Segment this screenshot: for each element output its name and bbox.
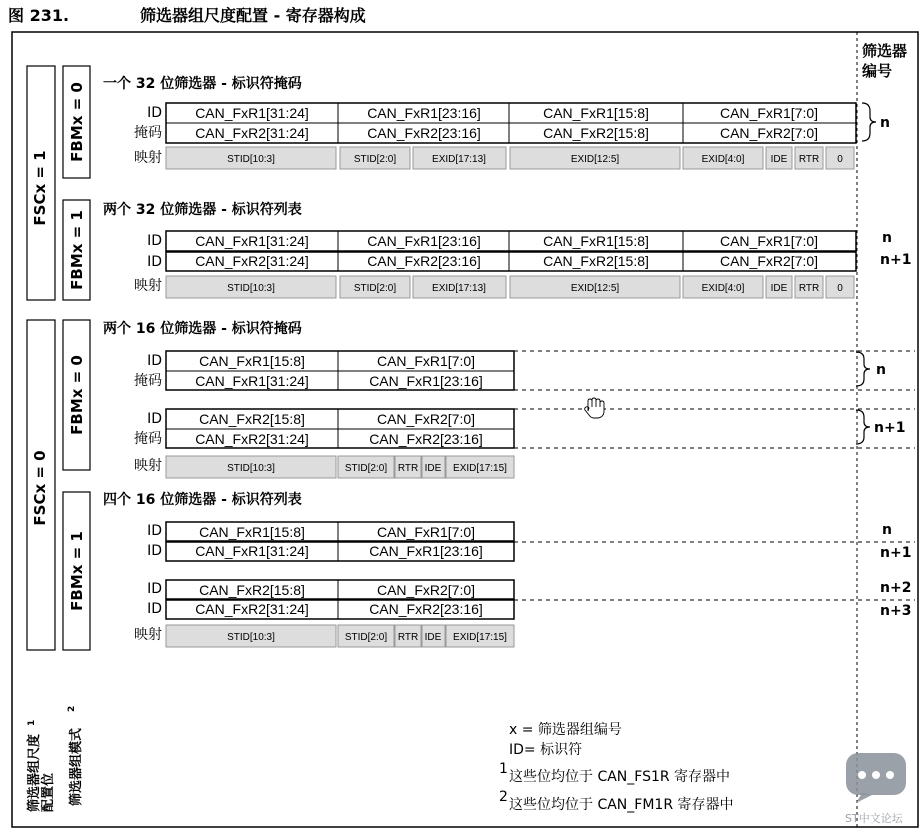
- fbm1-label-a: FBMx = 1: [68, 210, 86, 290]
- footnote-1: 这些位均位于 CAN_FS1R 寄存器中: [509, 769, 731, 785]
- section-title-32bit-mask: 一个 32 位筛选器 - 标识符掩码: [103, 76, 302, 92]
- section-32bit-list: [134, 230, 911, 298]
- register-cell: CAN_FxR1[31:24]: [195, 105, 309, 121]
- filter-number: n: [880, 115, 890, 131]
- register-cell: CAN_FxR2[31:24]: [195, 253, 309, 269]
- row-label-id: ID: [147, 581, 162, 597]
- filter-number: n: [876, 362, 886, 378]
- register-cell: CAN_FxR1[31:24]: [195, 373, 309, 389]
- footnote-id: ID= 标识符: [509, 742, 583, 758]
- register-cell: CAN_FxR2[7:0]: [376, 582, 476, 598]
- brace: [862, 103, 876, 141]
- footnote-2: 这些位均位于 CAN_FM1R 寄存器中: [509, 797, 734, 813]
- register-cell: CAN_FxR2[31:24]: [195, 601, 309, 617]
- row-label-id: ID: [147, 411, 162, 427]
- hand-cursor-icon: [585, 398, 604, 418]
- row-label-mask: 掩码: [134, 373, 162, 389]
- register-cell: CAN_FxR2[31:24]: [195, 125, 309, 141]
- filter-number: n+3: [880, 603, 912, 619]
- row-label-map: 映射: [134, 627, 162, 643]
- map-field: EXID[12:5]: [570, 283, 620, 294]
- register-cell: CAN_FxR2[7:0]: [719, 125, 819, 141]
- map-field: RTR: [798, 283, 820, 294]
- register-cell: CAN_FxR1[31:24]: [195, 543, 309, 559]
- filter-number: n+2: [880, 580, 912, 596]
- register-cell: CAN_FxR2[23:16]: [369, 431, 483, 447]
- map-field: EXID[17:13]: [432, 154, 486, 165]
- row-label-id: ID: [147, 601, 162, 617]
- map-field: IDE: [424, 463, 442, 474]
- register-cell: CAN_FxR1[23:16]: [367, 233, 481, 249]
- right-header-line2: 编号: [862, 62, 893, 80]
- watermark-text: ST中文论坛: [845, 812, 903, 825]
- row-label-id: ID: [147, 523, 162, 539]
- register-cell: CAN_FxR1[23:16]: [369, 373, 483, 389]
- map-field: STID[2:0]: [353, 154, 397, 165]
- register-cell: CAN_FxR1[23:16]: [369, 543, 483, 559]
- section-title-32bit-list: 两个 32 位筛选器 - 标识符列表: [103, 202, 302, 218]
- map-field: EXID[12:5]: [570, 154, 620, 165]
- map-field: EXID[17:15]: [453, 632, 507, 643]
- scale-caption-sup: 1: [27, 719, 37, 726]
- filter-number: n+1: [880, 545, 912, 561]
- row-label-map: 映射: [134, 150, 162, 166]
- fbm0-label-b: FBMx = 0: [68, 355, 86, 435]
- mode-column: [63, 66, 90, 650]
- filter-number: n: [882, 230, 892, 246]
- map-field: STID[10:3]: [227, 463, 275, 474]
- row-label-id: ID: [147, 105, 162, 121]
- fbm1-label-b: FBMx = 1: [68, 531, 86, 611]
- register-cell: CAN_FxR1[7:0]: [376, 524, 476, 540]
- brace: [856, 352, 870, 386]
- section-title-16bit-list: 四个 16 位筛选器 - 标识符列表: [103, 492, 302, 508]
- mapping-row: [166, 276, 854, 298]
- register-cell: CAN_FxR2[7:0]: [719, 253, 819, 269]
- row-label-mask: 掩码: [134, 431, 162, 447]
- figure-number: 图 231.: [8, 6, 70, 25]
- section-16bit-list: [134, 522, 915, 647]
- row-label-map: 映射: [134, 278, 162, 294]
- watermark: [845, 753, 906, 825]
- map-field: EXID[4:0]: [701, 283, 745, 294]
- mode-caption: 筛选器组模式: [69, 727, 84, 806]
- mapping-row: [166, 625, 514, 647]
- row-label-id: ID: [147, 233, 162, 249]
- register-cell: CAN_FxR2[23:16]: [367, 253, 481, 269]
- row-label-id: ID: [147, 254, 162, 270]
- row-label-id: ID: [147, 543, 162, 559]
- footnote-2-sup: 2: [499, 789, 508, 805]
- section-title-16bit-mask: 两个 16 位筛选器 - 标识符掩码: [103, 321, 302, 337]
- fsc1-label: FSCx = 1: [31, 150, 49, 226]
- map-field: IDE: [424, 632, 442, 643]
- mapping-row: [166, 456, 514, 478]
- map-field: RTR: [798, 154, 820, 165]
- register-cell: CAN_FxR1[15:8]: [199, 353, 305, 369]
- map-field: RTR: [397, 632, 419, 643]
- map-field: EXID[17:15]: [453, 463, 507, 474]
- scale-column: [27, 66, 55, 650]
- register-cell: CAN_FxR2[15:8]: [199, 411, 305, 427]
- map-field: 0: [837, 154, 843, 165]
- row-label-mask: 掩码: [134, 125, 162, 141]
- map-field: EXID[4:0]: [701, 154, 745, 165]
- mode-caption-sup: 2: [67, 705, 77, 712]
- right-header-line1: 筛选器: [862, 42, 908, 60]
- register-cell: CAN_FxR2[23:16]: [367, 125, 481, 141]
- filter-number: n+1: [874, 420, 906, 436]
- map-field: STID[2:0]: [353, 283, 397, 294]
- row-label-id: ID: [147, 353, 162, 369]
- register-cell: CAN_FxR1[15:8]: [199, 524, 305, 540]
- register-cell: CAN_FxR2[7:0]: [376, 411, 476, 427]
- scale-caption-line1: 筛选器组尺度: [27, 733, 42, 812]
- map-field: STID[2:0]: [344, 632, 388, 643]
- register-cell: CAN_FxR2[15:8]: [543, 253, 649, 269]
- map-field: STID[10:3]: [227, 154, 275, 165]
- map-field: IDE: [770, 154, 788, 165]
- fbm0-label-a: FBMx = 0: [68, 82, 86, 162]
- filter-number: n: [882, 522, 892, 538]
- register-cell: CAN_FxR1[7:0]: [719, 233, 819, 249]
- scale-caption-line2: 配置位: [41, 772, 56, 812]
- register-cell: CAN_FxR1[15:8]: [543, 105, 649, 121]
- register-cell: CAN_FxR1[15:8]: [543, 233, 649, 249]
- register-cell: CAN_FxR1[7:0]: [376, 353, 476, 369]
- map-field: EXID[17:13]: [432, 283, 486, 294]
- figure-title: 筛选器组尺度配置 - 寄存器构成: [140, 6, 366, 25]
- register-cell: CAN_FxR2[23:16]: [369, 601, 483, 617]
- row-label-map: 映射: [134, 458, 162, 474]
- register-cell: CAN_FxR2[31:24]: [195, 431, 309, 447]
- mapping-row: [166, 147, 854, 169]
- footnote-x: x = 筛选器组编号: [509, 722, 622, 738]
- map-field: STID[10:3]: [227, 283, 275, 294]
- brace: [856, 410, 870, 444]
- register-cell: CAN_FxR2[15:8]: [199, 582, 305, 598]
- register-cell: CAN_FxR1[7:0]: [719, 105, 819, 121]
- map-field: 0: [837, 283, 843, 294]
- footnotes: [499, 722, 734, 813]
- map-field: RTR: [397, 463, 419, 474]
- footnote-1-sup: 1: [499, 761, 508, 777]
- section-32bit-mask: [134, 103, 890, 169]
- register-cell: CAN_FxR1[31:24]: [195, 233, 309, 249]
- map-field: IDE: [770, 283, 788, 294]
- fsc0-label: FSCx = 0: [31, 450, 49, 526]
- map-field: STID[10:3]: [227, 632, 275, 643]
- register-cell: CAN_FxR2[15:8]: [543, 125, 649, 141]
- map-field: STID[2:0]: [344, 463, 388, 474]
- register-cell: CAN_FxR1[23:16]: [367, 105, 481, 121]
- section-16bit-mask: [134, 351, 915, 478]
- filter-number: n+1: [880, 252, 912, 268]
